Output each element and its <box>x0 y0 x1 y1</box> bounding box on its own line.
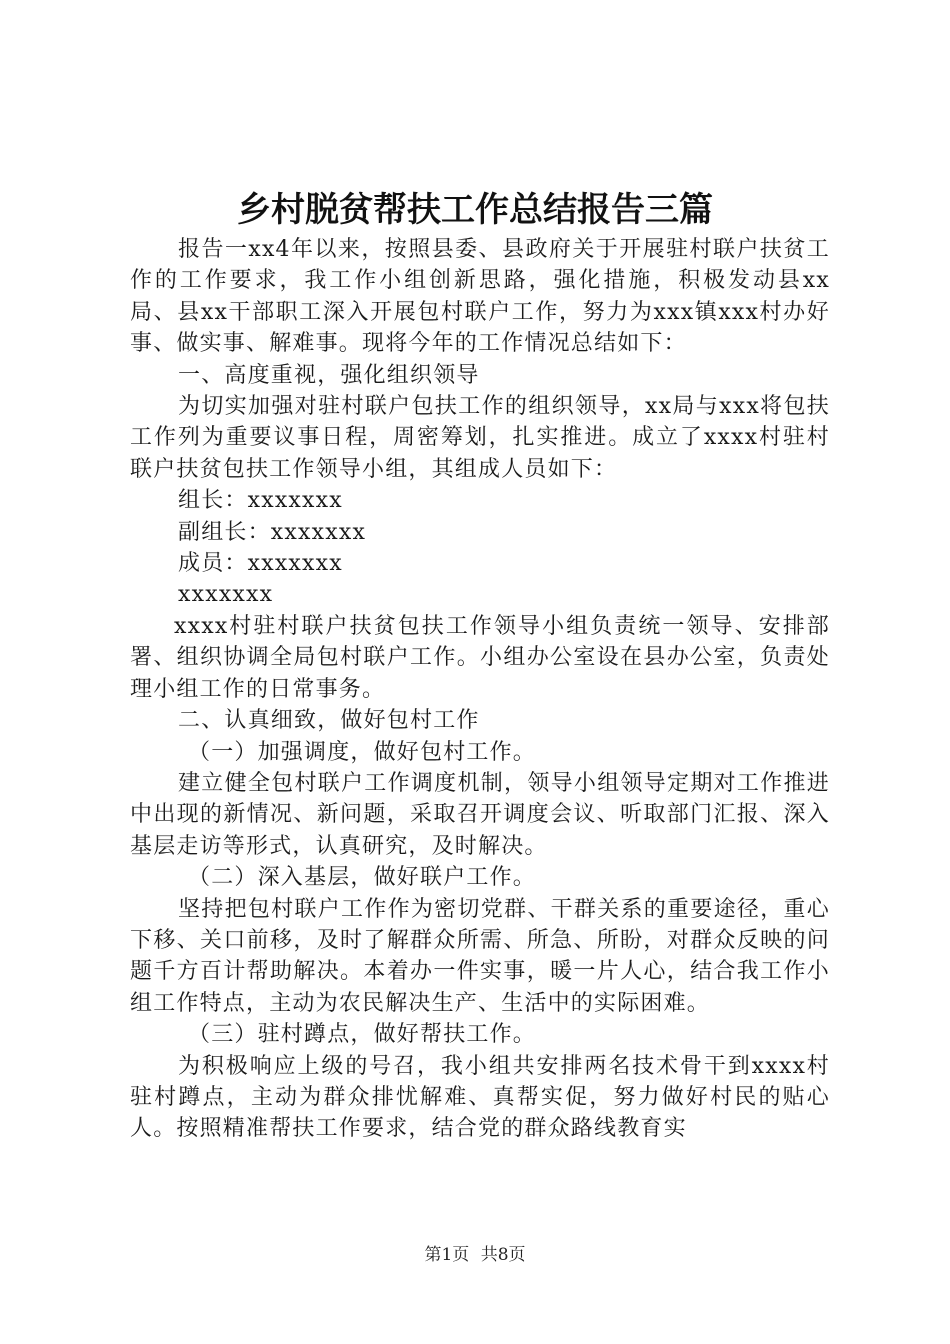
document-title: 乡村脱贫帮扶工作总结报告三篇 <box>237 190 713 230</box>
member-line-members: 成员：xxxxxxx <box>178 551 343 577</box>
member-line-deputy: 副组长：xxxxxxx <box>178 519 367 545</box>
paragraph: 建立健全包村联户工作调度机制，领导小组领导定期对工作推进中出现的新情况、新问题，采取召开调度会议、听取部门汇报、深入基层走访等形式，认真研究，及时解决。 <box>130 770 830 859</box>
subsection-heading-2: （二）深入基层，做好联户工作。 <box>188 865 537 891</box>
member-line-extra: xxxxxxx <box>178 582 274 608</box>
section-heading-1: 一、高度重视，强化组织领导 <box>178 362 480 388</box>
page-total: 共8页 <box>480 1245 526 1265</box>
document-body <box>130 234 830 1145</box>
paragraph: 为积极响应上级的号召，我小组共安排两名技术骨干到xxxx村驻村蹲点，主动为群众排忧解难、真帮实促，努力做好村民的贴心人。按照精准帮扶工作要求，结合党的群众路线教育实 <box>130 1053 830 1142</box>
paragraph: 为切实加强对驻村联户包扶工作的组织领导，xx局与xxx将包扶工作列为重要议事日程，周密筹划，扎实推进。成立了xxxx村驻村联户扶贫包扶工作领导小组，其组成人员如下： <box>130 394 830 482</box>
section-heading-2: 二、认真细致，做好包村工作 <box>178 708 480 734</box>
page-number: 第1页 <box>424 1245 470 1265</box>
paragraph: 坚持把包村联户工作作为密切党群、干群关系的重要途径，重心下移、关口前移，及时了解群众所需、所急、所盼，对群众反映的问题千方百计帮助解决。本着办一件实事，暖一片人心，结合我工作小组工作特点，主动为农民解决生产、生活中的实际困难。 <box>130 896 830 1016</box>
member-line-leader: 组长：xxxxxxx <box>178 488 343 514</box>
subsection-heading-3: （三）驻村蹲点，做好帮扶工作。 <box>188 1022 537 1048</box>
paragraph: xxxx村驻村联户扶贫包扶工作领导小组负责统一领导、安排部署、组织协调全局包村联户工作。小组办公室设在县办公室，负责处理小组工作的日常事务。 <box>130 613 830 702</box>
subsection-heading-1: （一）加强调度，做好包村工作。 <box>188 739 537 765</box>
page-footer <box>0 1243 950 1267</box>
paragraph-intro: 报告一xx4年以来，按照县委、县政府关于开展驻村联户扶贫工作的工作要求，我工作小组创新思路，强化措施，积极发动县xx局、县xx干部职工深入开展包村联户工作，努力为xxx镇xxx村办好事、做实事、解难事。现将今年的工作情况总结如下： <box>130 237 830 357</box>
